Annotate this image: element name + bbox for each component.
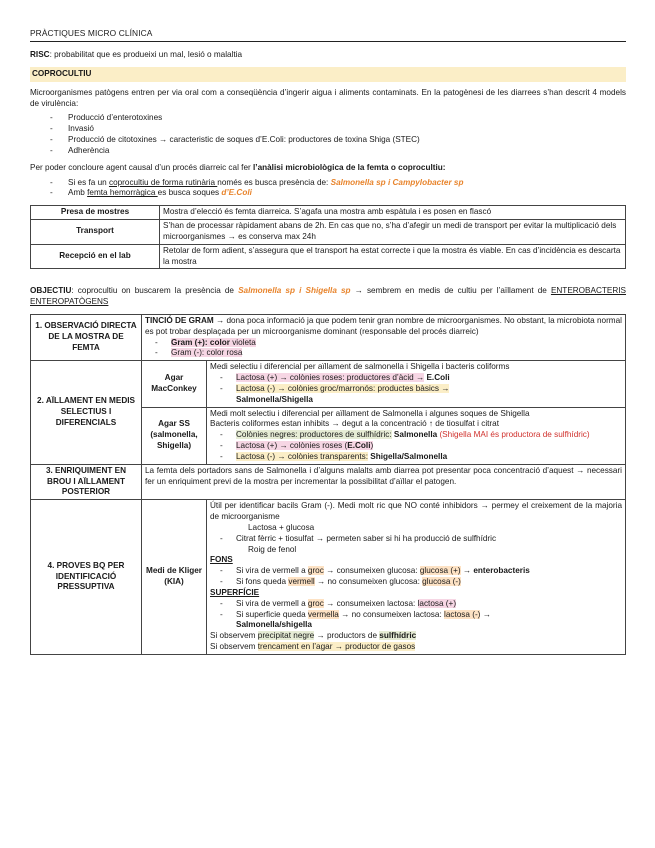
row-label: 1. OBSERVACIÓ DIRECTA DE LA MOSTRA DE FEMTA [31, 315, 142, 361]
coprocultiu-bullets [30, 178, 626, 200]
mac-lactose-neg-org: Salmonella/Shigella [236, 394, 313, 404]
row-label: Presa de mostres [31, 206, 160, 220]
fons-list [210, 566, 622, 588]
medium-name: Agar MacConkey [142, 361, 207, 407]
mac-lactose-pos: Lactosa (+) → colònies roses: productores d’àcid → [236, 373, 425, 383]
gram-negative: Gram (-): color rosa [171, 348, 243, 358]
gram-positive-color: violeta [229, 337, 256, 347]
bullet-organism: d’E.Coli [221, 188, 252, 198]
list-item [145, 348, 622, 359]
risc-definition [30, 50, 626, 61]
objectiu-paragraph [30, 286, 626, 308]
list-item [210, 577, 622, 588]
fons-text: → no consumeixen glucosa: [314, 577, 423, 587]
fons-groc: groc [307, 566, 324, 576]
sup-text: → [480, 609, 491, 619]
row-content: La femta dels portadors sans de Salmonella i d’alguns malalts amb diarrea pot presentar poca concentració d’aquest → necessari fer un enriquiment previ de la mostra per incrementar la possibilitat d’aïllar el patogen. [142, 464, 626, 499]
precipitate-line [210, 631, 622, 642]
sample-table [30, 205, 626, 269]
conclude-pre: Per poder concloure agent causal d’un procés diarreic cal fer [30, 162, 254, 172]
superficie-list [210, 599, 622, 631]
ss-lactose-neg-org: Shigella/Salmonella [367, 451, 448, 461]
list-item: - Producció d’enterotoxines [30, 113, 626, 124]
fons-glucosa-pos: glucosa (+) [419, 566, 461, 576]
bullet-pre: Si es fa un [68, 177, 109, 187]
fons-text: → consumeixen glucosa: [323, 566, 420, 576]
procedure-table [30, 314, 626, 655]
medium-content [207, 500, 626, 655]
mac-lactose-pos-org: E.Coli [424, 373, 450, 383]
list-item [210, 373, 622, 384]
bullet-mid: només es busca presència de: [217, 177, 331, 187]
fons-text: → [460, 566, 474, 576]
superficie-heading: SUPERFÍCIE [210, 587, 260, 597]
list-item [210, 599, 622, 610]
objectiu-underline: ENTEROBACTERIS ENTEROPATÒGENS [30, 286, 627, 307]
row-label: Recepció en el lab [31, 244, 160, 269]
fons-text: Si fons queda [236, 577, 289, 587]
row-label: 4. PROVES BQ PER IDENTIFICACIÓ PRESSUPTIVA [31, 500, 142, 655]
row-label: 2. AÏLLAMENT EN MEDIS SELECTIUS I DIFERENCIALS [31, 361, 142, 464]
sup-lactosa-neg: lactosa (-) [444, 609, 481, 619]
virulence-list [30, 113, 626, 156]
list-item: - Citrat fèrric + tiosulfat → permeten saber si hi ha producció de sulfhídric [210, 534, 622, 545]
list-item [210, 566, 622, 577]
gas-text: Si observem [210, 642, 258, 652]
kia-ingredient: Roig de fenol [248, 544, 297, 554]
precip-text: → productors de [314, 631, 380, 641]
ss-paren: ) [370, 441, 374, 451]
sup-lactosa-pos: lactosa (+) [417, 598, 457, 608]
conclude-paragraph [30, 163, 626, 174]
intro-paragraph: Microorganismes patògens entren per via oral com a conseqüència d’ingerir aigua i aliments contaminats. En la patogènesi de les diarrees s’han descrit 4 models de virulència: [30, 87, 626, 108]
row-text: S’han de processar ràpidament abans de 2h. En cas que no, s’ha d’afegir un medi de transport per evitar la multiplicació dels microorganismes → es conserva max 24h [160, 220, 626, 245]
ss-ecoli: E.Coli [347, 441, 371, 451]
gram-desc: → dona poca informació ja que podem tenir gran nombre de microorganismes. No obstant, la microbiota normal es pot trobar desplaçada per un microorganisme dominant (responsable del procés diarreic) [145, 316, 623, 336]
list-item [210, 384, 622, 406]
list-item [210, 441, 622, 452]
medium-content [207, 407, 626, 464]
kia-ingredient: Lactosa + glucosa [248, 522, 315, 532]
table-row [31, 464, 626, 499]
conclude-post: u: [437, 162, 446, 172]
sup-groc: groc [307, 598, 324, 608]
kia-desc: Útil per identificar bacils Gram (-). Medi molt ric que NO conté inhibidors → permey el creixement de la majoria de microorganisme [210, 501, 622, 522]
list-item [30, 178, 626, 189]
medium-name: Agar SS (salmonella, Shigella) [142, 407, 207, 464]
mac-lactose-neg: Lactosa (-) → colònies groc/marronós: productes bàsics → [236, 383, 450, 393]
fons-enterobacteris: enterobacteris [473, 566, 530, 576]
row-label: 3. ENRIQUIMENT EN BROU I AÏLLAMENT POSTERIOR [31, 464, 142, 499]
bullet-pre: Amb [68, 188, 88, 198]
bullet-organism: Salmonella sp i Campylobacter sp [330, 177, 464, 187]
sup-text: Si vira de vermell a [236, 598, 308, 608]
list-item: - Invasió [30, 124, 626, 135]
list-item: - Adherència [30, 146, 626, 157]
precip-highlight: precipitat negre [257, 631, 315, 641]
row-text: Mostra d’elecció és femta diarreica. S’agafa una mostra amb espàtula i es posen en flascó [160, 206, 626, 220]
gram-text [145, 316, 622, 338]
ss-shigella-note: (Shigella MAI és productora de sulfhídric) [437, 430, 590, 440]
gas-highlight: trencament en l’agar → productor de gasos [257, 642, 416, 652]
section-heading: COPROCULTIU [30, 67, 626, 82]
list-item [210, 610, 622, 632]
medium-desc: Medi molt selectiu i diferencial per aïllament de Salmonella i algunes soques de Shigella [210, 408, 530, 418]
medium-desc2: Bacteris coliformes estan inhibits → degut a la concentració ↑ de tiosulfat i citrat [210, 419, 499, 429]
conclude-bold: l’anàlisi microbiològica de la femta o coproculti [253, 162, 438, 172]
bullet-underline: coprocultiu de forma rutinària [108, 177, 218, 187]
page-header: PRÀCTIQUES MICRO CLÍNICA [30, 28, 626, 42]
table-row [31, 500, 626, 655]
gas-line [210, 642, 622, 653]
objectiu-text1: : coprocultiu on buscarem la presència de [71, 286, 239, 296]
ss-lactose-pos: Lactosa (+) → colònies roses ( [236, 441, 348, 451]
gram-list [145, 338, 622, 360]
sup-text: → consumeixen lactosa: [323, 598, 418, 608]
list-item [210, 430, 622, 441]
row-label: Transport [31, 220, 160, 245]
list-item [145, 338, 622, 349]
bullet-underline: femta hemorràgica [87, 188, 158, 198]
medium-content [207, 361, 626, 407]
objectiu-organism: Salmonella sp i Shigella sp [238, 286, 351, 296]
document-page [30, 28, 626, 655]
list-item [30, 188, 626, 199]
fons-heading: FONS [210, 555, 233, 565]
fons-text: Si vira de vermell a [236, 566, 308, 576]
risc-term: RISC [30, 50, 50, 60]
mac-list [210, 373, 622, 405]
table-row [31, 361, 626, 407]
table-row [31, 220, 626, 245]
risc-text: : probabilitat que es produeixi un mal, lesió o malaltia [49, 50, 243, 60]
table-row [31, 315, 626, 361]
row-content [142, 315, 626, 361]
ss-black-colonies: Colònies negres: productores de sulfhídric: [236, 430, 392, 440]
kia-ingredient-list [210, 534, 622, 545]
ss-salmonella: Salmonella [391, 430, 438, 440]
fons-vermell: vermell [288, 577, 315, 587]
table-row [31, 244, 626, 269]
sup-organism: Salmonella/shigella [236, 620, 312, 630]
list-item: - Producció de citotoxines → caracteristic de soques d’E.Coli: productores de toxina Shiga (STEC) [30, 135, 626, 146]
precip-text: Si observem [210, 631, 258, 641]
objectiu-text2: → sembrem en medis de cultiu per l’aïllament de [350, 286, 551, 296]
list-item [210, 452, 622, 463]
objectiu-label: OBJECTIU [30, 286, 72, 296]
medium-desc: Medi selectiu i diferencial per aïllament de salmonella i Shigella i bacteris coliforms [210, 362, 510, 372]
precip-sulfhidric: sulfhídric [379, 631, 417, 641]
ss-list [210, 430, 622, 462]
sup-text: → no consumeixen lactosa: [338, 609, 445, 619]
bullet-mid: es busca soques [157, 188, 222, 198]
sup-vermella: vermella [307, 609, 339, 619]
ss-lactose-neg: Lactosa (-) → colònies transparents: [236, 451, 368, 461]
gram-positive: Gram (+): color [171, 337, 230, 347]
gram-title: TINCIÓ DE GRAM [145, 316, 214, 325]
sup-text: Si superficie queda [236, 609, 308, 619]
row-text: Retolar de form adient, s’assegura que el transport ha estat correcte i que la mostra és viable. En cas d’incidència es descarta la mostra [160, 244, 626, 269]
fons-glucosa-neg: glucosa (-) [422, 577, 461, 587]
medium-name: Medi de Kliger (KIA) [142, 500, 207, 655]
table-row [31, 206, 626, 220]
